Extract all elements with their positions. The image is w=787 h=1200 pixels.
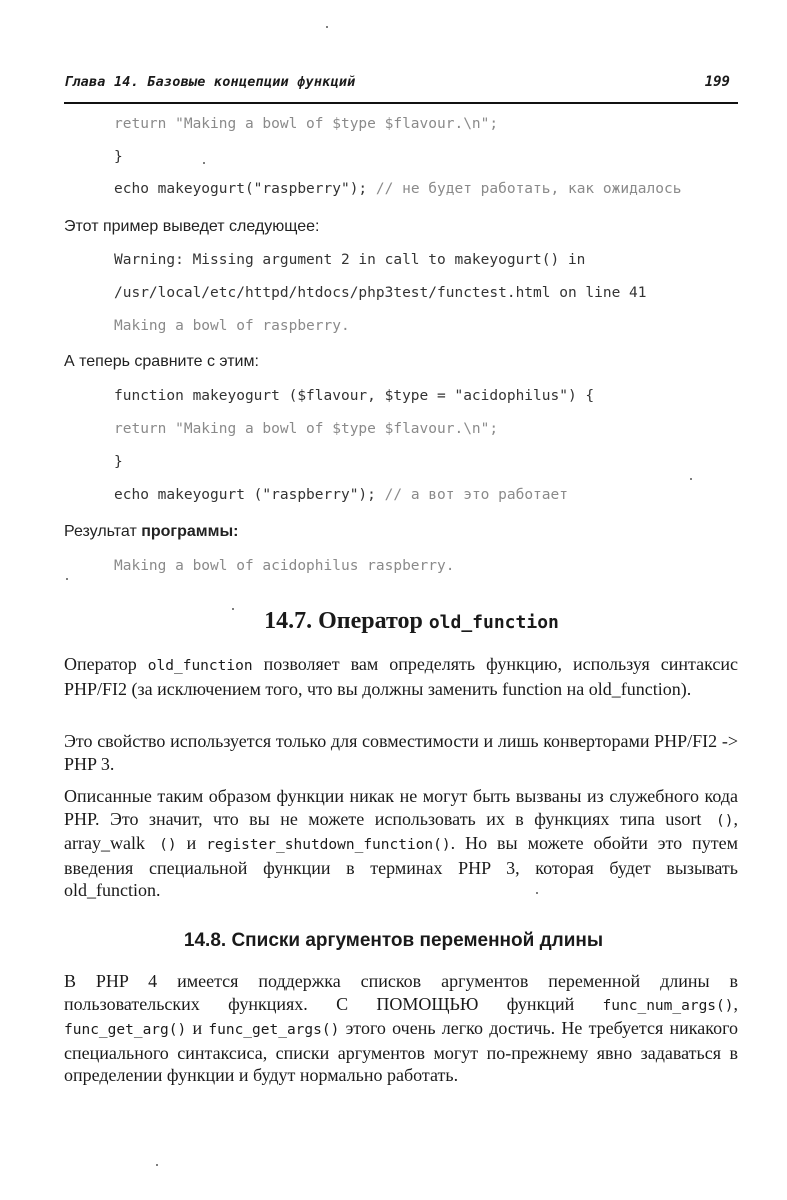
- code-text: echo makeyogurt ("raspberry");: [114, 487, 376, 503]
- chapter-title: Глава 14. Базовые концепции функций: [64, 74, 356, 90]
- code-text: echo makeyogurt("raspberry");: [114, 181, 368, 197]
- inline-code: register_shutdown_function(): [206, 837, 451, 853]
- code-line: return "Making a bowl of $type $flavour.\n";: [114, 116, 499, 132]
- output-line: Warning: Missing argument 2 in call to makeyogurt() in: [114, 252, 586, 268]
- paragraph-compatibility: Это свойство используется только для совместимости и лишь конверторами PHP/FI2 -> PHP 3.: [64, 731, 738, 774]
- scan-speck: [326, 26, 328, 28]
- paragraph-variable-args: [64, 970, 738, 1087]
- inline-code: func_num_args(): [602, 997, 734, 1014]
- page-number: 199: [704, 74, 730, 90]
- output-line: Making a bowl of raspberry.: [114, 318, 350, 334]
- label-result-bold: программы:: [141, 523, 239, 540]
- inline-code: func_get_arg(): [64, 1022, 187, 1038]
- section-heading-14-7: [0, 608, 787, 635]
- code-comment: // а вот это работает: [384, 487, 568, 503]
- paragraph-text: Оператор: [64, 654, 148, 674]
- code-line: }: [114, 454, 123, 470]
- paragraph-old-function-intro: [64, 653, 738, 700]
- page-header: [64, 72, 738, 104]
- paragraph-text: и: [176, 833, 207, 853]
- section-heading-code: old_function: [428, 612, 559, 633]
- label-result-prefix: Результат: [64, 523, 137, 540]
- scan-speck: [232, 608, 234, 610]
- scan-speck: [690, 478, 692, 480]
- paragraph-text: В PHP 4 имеется поддержка списков аргументов переменной длины в пользовательских функциях. С ПОМОЩЬЮ функций: [64, 971, 738, 1014]
- scan-speck: [66, 578, 68, 580]
- paragraph-text: . Но вы можете обойти это путем введения специальной функции в терминах PHP 3, которая будет вызывать old_function.: [64, 833, 738, 900]
- code-line: }: [114, 149, 123, 165]
- paragraph-text: ,: [733, 993, 738, 1014]
- paragraph-text: , array_walk: [64, 808, 738, 853]
- inline-code: (): [701, 812, 734, 829]
- paragraph-text: позволяет вам определять функцию, используя синтаксис PHP/FI2 (за исключением того, что вы должны заменить function на old_function).: [64, 654, 738, 699]
- code-comment: // не будет работать, как ожидалось: [375, 181, 682, 197]
- paragraph-service-code: [64, 785, 738, 902]
- inline-code: old_function: [147, 658, 253, 674]
- paragraph-text: Описанные таким образом функции никак не могут быть вызваны из служебного кода PHP. Это значит, что вы не можете использовать их в функциях типа usort: [64, 786, 738, 829]
- scan-speck: [536, 892, 538, 894]
- section-heading-14-8: 14.8. Списки аргументов переменной длины: [183, 930, 604, 951]
- output-line: /usr/local/etc/httpd/htdocs/php3test/functest.html on line 41: [114, 285, 647, 301]
- section-heading-text: 14.7. Оператор: [264, 608, 423, 634]
- code-line: [114, 181, 681, 197]
- code-line: [114, 487, 568, 503]
- inline-code: func_get_args(): [208, 1022, 340, 1038]
- label-result: [64, 523, 238, 541]
- label-example-output: Этот пример выведет следующее:: [64, 218, 320, 235]
- scan-speck: [203, 162, 205, 164]
- paragraph-text: этого очень легко достичь. Не требуется никакого специального синтаксиса, списки аргументов могут по-прежнему явно задаваться в определении функции и будут нормально работать.: [64, 1018, 738, 1085]
- paragraph-text: и: [186, 1018, 209, 1038]
- output-line-2: Making a bowl of acidophilus raspberry.: [114, 558, 455, 574]
- label-compare: А теперь сравните с этим:: [64, 353, 259, 370]
- code-line: return "Making a bowl of $type $flavour.\n";: [114, 421, 499, 437]
- scan-speck: [156, 1164, 158, 1166]
- code-line: function makeyogurt ($flavour, $type = "acidophilus") {: [114, 388, 595, 404]
- inline-code: (): [144, 837, 177, 853]
